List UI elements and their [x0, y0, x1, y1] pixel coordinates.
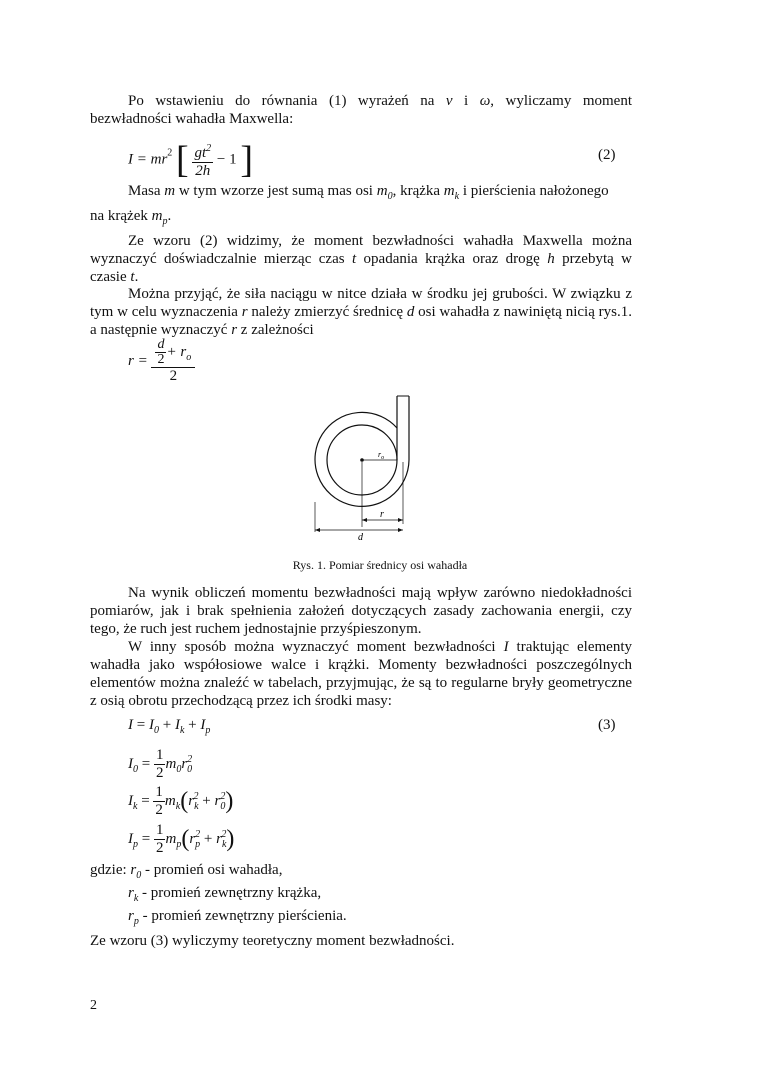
eq2-bracket-right: ]	[240, 139, 253, 181]
paren-right: )	[226, 826, 235, 852]
figure-caption: Rys. 1. Pomiar średnicy osi wahadła	[292, 558, 468, 572]
equation-2	[128, 138, 253, 182]
paragraph-thread: Można przyjąć, że siła naciągu w nitce działa w środku jej grubości. W związku z tym w celu wyznaczenia r należy zmierzyć średnicę d osi wahadła z nawiniętą nicią rys.1. a następnie wyznaczyć r z zależności	[90, 286, 632, 338]
text: , wyliczamy moment bezwładności wahadła Maxwella:	[90, 93, 633, 127]
subscript: k	[454, 191, 460, 202]
eq2-fraction	[192, 140, 213, 180]
symbol-t: t	[351, 251, 357, 267]
symbol-I: I	[503, 639, 509, 655]
arrow-r-left	[362, 518, 367, 522]
conclusion: Ze wzoru (3) wyliczymy teoretyczny moment bezwładności.	[90, 933, 455, 949]
text: i	[452, 93, 480, 109]
symbol-d: d	[406, 304, 415, 320]
eq2-num: gt	[194, 145, 207, 161]
label-r0: $r_o$	[378, 450, 385, 461]
paragraph-mass-line1: Masa m w tym wzorze jest sumą mas osi $m_0$, krążka $m_k$ i pierścienia nałożonego	[128, 183, 609, 202]
eqr-den: 2	[169, 368, 178, 384]
figure-axis-diagram	[300, 392, 430, 542]
label-r: r	[380, 509, 384, 520]
eqr-lhs: r =	[128, 353, 148, 369]
paragraph-accuracy: Na wynik obliczeń momentu bezwładności mają wpływ zarówno niedokładności pomiarów, jak i brak spełnienia założeń dotyczących zasady zachowania energii, czy tego, że ruch jest ruchem jednostajnie przyśpieszonym.	[90, 585, 632, 637]
eq2-num-exp: 2	[206, 143, 212, 154]
equation-2-number: (2)	[598, 147, 616, 163]
equation-3-number: (3)	[598, 717, 616, 733]
eqr-two: 2	[157, 352, 165, 367]
symbol-mk: m	[443, 183, 455, 199]
symbol-v: v	[445, 93, 453, 109]
symbol-mp: m	[151, 208, 163, 224]
eqr-fraction	[151, 338, 195, 385]
equation-3-sum: $I = I_0 + I_k + I_p$	[128, 717, 211, 736]
paren-left: (	[181, 826, 190, 852]
symbol-m: m	[164, 183, 176, 199]
eqr-inner-fraction	[155, 338, 166, 367]
symbol-r: r	[231, 322, 238, 338]
definition-rk: $r_k$ - promień zewnętrzny krążka,	[128, 885, 322, 904]
symbol-r: r	[241, 304, 248, 320]
eqr-plus-r: + r	[166, 343, 187, 360]
equation-Ip: $I_p$ = $\frac{1}{2}$ $m_p(r_p^2 + r_k^2)$	[128, 822, 235, 856]
paragraph-intro	[90, 92, 632, 128]
eq2-tail: − 1	[216, 151, 237, 168]
arrow-r-right	[398, 518, 403, 522]
symbol-omega: ω	[479, 93, 491, 109]
definition-rp: $r_p$ - promień zewnętrzny pierścienia.	[128, 908, 347, 927]
definition-r0: gdzie: $r_0$ - promień osi wahadła,	[90, 862, 283, 881]
arrow-d-left	[315, 528, 320, 532]
text: Po wstawieniu do równania (1) wyrażeń na	[128, 93, 446, 109]
arrow-d-right	[398, 528, 403, 532]
paren-right: )	[225, 788, 234, 814]
symbol-t: t	[130, 269, 135, 285]
label-d: d	[358, 532, 363, 542]
paragraph-theoretical: W inny sposób można wyznaczyć moment bezwładności I traktując elementy wahadła jako współosiowe walce i krążki. Momenty bezwładności poszczególnych elementów można znaleźć w tabelach, przyjmując, że są to regularne bryły geometryczne z osią obrotu przechodzącą przez ich środki masy:	[90, 639, 632, 709]
eq2-den: 2h	[195, 163, 211, 179]
subscript: 0	[387, 191, 393, 202]
symbol-m0: m	[376, 183, 388, 199]
eq2-lhs: I = mr	[128, 151, 168, 168]
paragraph-measurement: Ze wzoru (2) widzimy, że moment bezwładności wahadła Maxwella można wyznaczyć doświadczalnie mierząc czas t opadania krążka oraz drogę h przebytą w czasie t.	[90, 233, 633, 285]
paren-left: (	[180, 788, 189, 814]
subscript: p	[162, 216, 168, 227]
eqr-d: d	[157, 337, 165, 352]
equation-radius	[128, 338, 195, 385]
equation-I0: $I_0$ = $\frac{1}{2}$ $m_0r_0^2$	[128, 747, 193, 781]
paragraph-mass-line2: na krążek $m_p$.	[90, 208, 172, 227]
subscript: o	[186, 351, 192, 363]
symbol-h: h	[547, 251, 555, 267]
eq2-exp: 2	[167, 147, 173, 159]
page-number: 2	[90, 998, 97, 1013]
eq2-bracket-left: [	[176, 139, 189, 181]
equation-Ik: $I_k$ = $\frac{1}{2}$ $m_k(r_k^2 + r_0^2)$	[128, 784, 234, 818]
